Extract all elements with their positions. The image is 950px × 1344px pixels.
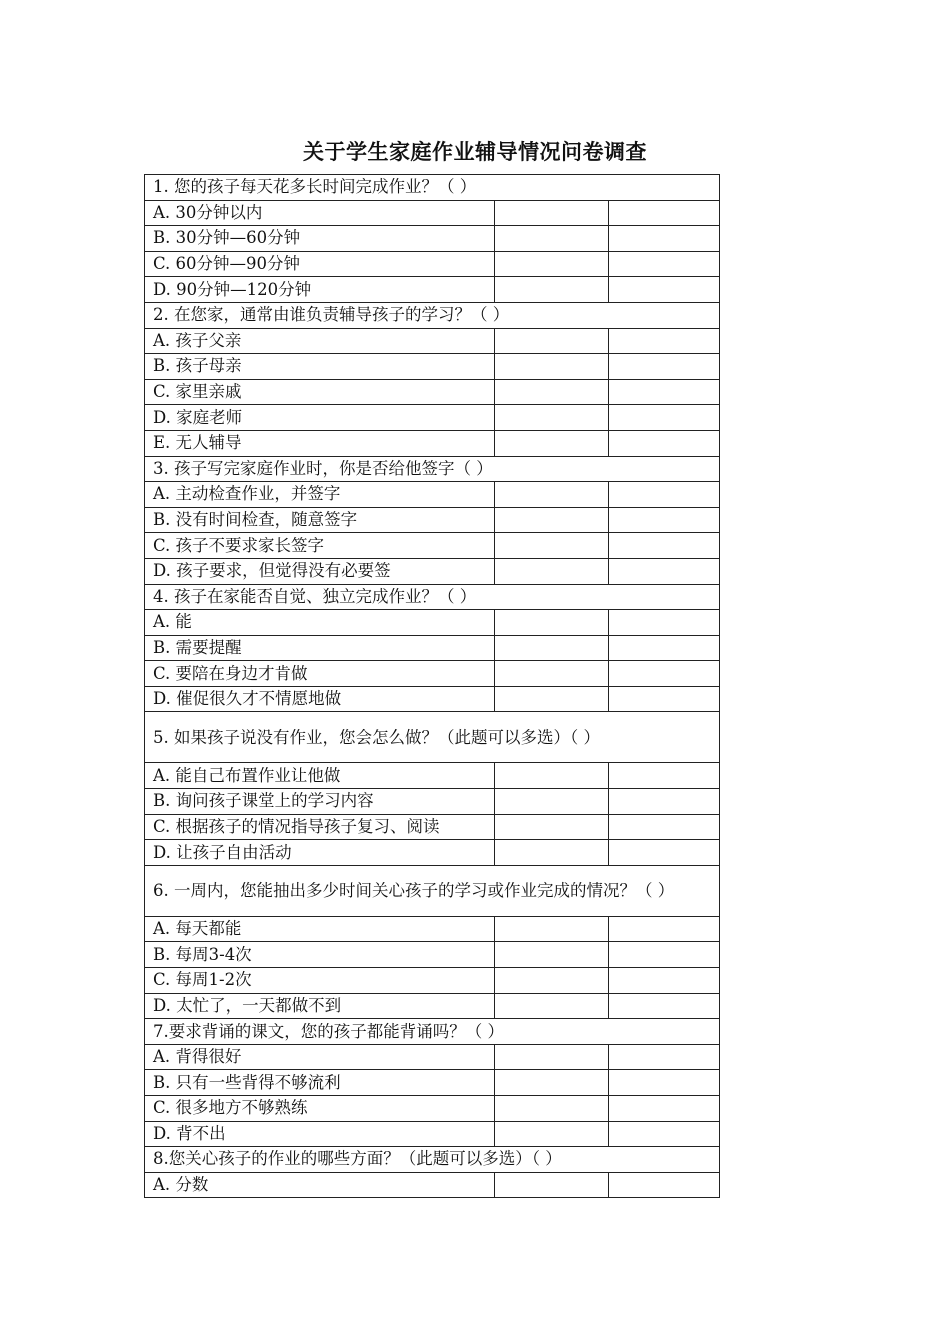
option-label: B. 需要提醒 <box>145 635 495 661</box>
option-label: C. 要陪在身边才肯做 <box>145 661 495 687</box>
answer-cell[interactable] <box>495 558 609 584</box>
page-title: 关于学生家庭作业辅导情况问卷调查 <box>303 140 647 164</box>
option-row <box>145 200 720 226</box>
question-row <box>145 865 720 916</box>
option-label: C. 很多地方不够熟练 <box>145 1096 495 1122</box>
question-row <box>145 302 720 328</box>
option-row <box>145 277 720 303</box>
option-label: A. 能 <box>145 610 495 636</box>
option-row <box>145 507 720 533</box>
answer-cell[interactable] <box>495 1096 609 1122</box>
answer-cell[interactable] <box>609 558 720 584</box>
answer-cell[interactable] <box>609 328 720 354</box>
answer-cell[interactable] <box>495 763 609 789</box>
option-label: B. 每周3-4次 <box>145 942 495 968</box>
answer-cell[interactable] <box>609 379 720 405</box>
option-label: D. 孩子要求，但觉得没有必要签 <box>145 558 495 584</box>
option-label: A. 30分钟以内 <box>145 200 495 226</box>
question-row <box>145 1147 720 1173</box>
option-row <box>145 533 720 559</box>
answer-cell[interactable] <box>609 1121 720 1147</box>
answer-cell[interactable] <box>609 942 720 968</box>
answer-cell[interactable] <box>495 635 609 661</box>
option-row <box>145 1172 720 1198</box>
option-row <box>145 789 720 815</box>
option-row <box>145 354 720 380</box>
answer-cell[interactable] <box>609 661 720 687</box>
option-row <box>145 968 720 994</box>
option-label: D. 背不出 <box>145 1121 495 1147</box>
answer-cell[interactable] <box>609 916 720 942</box>
answer-cell[interactable] <box>495 200 609 226</box>
option-label: A. 主动检查作业，并签字 <box>145 482 495 508</box>
question-row <box>145 584 720 610</box>
answer-cell[interactable] <box>609 405 720 431</box>
option-label: A. 能自己布置作业让他做 <box>145 763 495 789</box>
option-row <box>145 686 720 712</box>
answer-cell[interactable] <box>609 686 720 712</box>
answer-cell[interactable] <box>495 226 609 252</box>
option-row <box>145 558 720 584</box>
answer-cell[interactable] <box>609 993 720 1019</box>
answer-cell[interactable] <box>495 1044 609 1070</box>
answer-cell[interactable] <box>495 482 609 508</box>
answer-cell[interactable] <box>609 610 720 636</box>
option-row <box>145 635 720 661</box>
answer-cell[interactable] <box>495 533 609 559</box>
option-row <box>145 942 720 968</box>
answer-cell[interactable] <box>495 1070 609 1096</box>
answer-cell[interactable] <box>495 942 609 968</box>
option-label: D. 催促很久才不情愿地做 <box>145 686 495 712</box>
survey-table <box>144 174 720 1198</box>
option-label: E. 无人辅导 <box>145 430 495 456</box>
option-row <box>145 1121 720 1147</box>
question-5: 5. 如果孩子说没有作业，您会怎么做？（此题可以多选）（ ） <box>145 712 720 763</box>
answer-cell[interactable] <box>609 814 720 840</box>
answer-cell[interactable] <box>495 916 609 942</box>
question-3: 3. 孩子写完家庭作业时，你是否给他签字（ ） <box>145 456 720 482</box>
option-label: A. 每天都能 <box>145 916 495 942</box>
answer-cell[interactable] <box>495 993 609 1019</box>
answer-cell[interactable] <box>495 251 609 277</box>
question-4: 4. 孩子在家能否自觉、独立完成作业？（ ） <box>145 584 720 610</box>
question-2: 2. 在您家，通常由谁负责辅导孩子的学习？（ ） <box>145 302 720 328</box>
option-label: A. 分数 <box>145 1172 495 1198</box>
answer-cell[interactable] <box>495 405 609 431</box>
option-label: C. 家里亲戚 <box>145 379 495 405</box>
option-label: B. 孩子母亲 <box>145 354 495 380</box>
answer-cell[interactable] <box>609 482 720 508</box>
option-label: B. 询问孩子课堂上的学习内容 <box>145 789 495 815</box>
answer-cell[interactable] <box>495 610 609 636</box>
answer-cell[interactable] <box>495 1121 609 1147</box>
option-row <box>145 1096 720 1122</box>
answer-cell[interactable] <box>609 507 720 533</box>
question-row <box>145 175 720 201</box>
answer-cell[interactable] <box>609 1172 720 1198</box>
answer-cell[interactable] <box>609 1070 720 1096</box>
option-label: D. 90分钟—120分钟 <box>145 277 495 303</box>
option-label: B. 没有时间检查，随意签字 <box>145 507 495 533</box>
option-label: D. 家庭老师 <box>145 405 495 431</box>
question-1: 1. 您的孩子每天花多长时间完成作业？（ ） <box>145 175 720 201</box>
option-label: D. 太忙了，一天都做不到 <box>145 993 495 1019</box>
question-row <box>145 712 720 763</box>
answer-cell[interactable] <box>495 1172 609 1198</box>
answer-cell[interactable] <box>495 840 609 866</box>
answer-cell[interactable] <box>495 968 609 994</box>
answer-cell[interactable] <box>609 430 720 456</box>
option-row <box>145 328 720 354</box>
answer-cell[interactable] <box>495 686 609 712</box>
option-row <box>145 1044 720 1070</box>
option-row <box>145 814 720 840</box>
answer-cell[interactable] <box>609 763 720 789</box>
question-6: 6. 一周内，您能抽出多少时间关心孩子的学习或作业完成的情况？（ ） <box>145 865 720 916</box>
option-row <box>145 405 720 431</box>
answer-cell[interactable] <box>609 968 720 994</box>
answer-cell[interactable] <box>609 789 720 815</box>
answer-cell[interactable] <box>495 661 609 687</box>
option-row <box>145 610 720 636</box>
option-label: C. 孩子不要求家长签字 <box>145 533 495 559</box>
answer-cell[interactable] <box>609 200 720 226</box>
answer-cell[interactable] <box>609 635 720 661</box>
question-row <box>145 1019 720 1045</box>
option-row <box>145 1070 720 1096</box>
answer-cell[interactable] <box>609 1096 720 1122</box>
answer-cell[interactable] <box>609 533 720 559</box>
answer-cell[interactable] <box>495 354 609 380</box>
option-row <box>145 993 720 1019</box>
option-label: B. 只有一些背得不够流利 <box>145 1070 495 1096</box>
option-label: D. 让孩子自由活动 <box>145 840 495 866</box>
option-row <box>145 840 720 866</box>
option-label: A. 背得很好 <box>145 1044 495 1070</box>
answer-cell[interactable] <box>495 507 609 533</box>
answer-cell[interactable] <box>495 328 609 354</box>
option-row <box>145 251 720 277</box>
answer-cell[interactable] <box>495 789 609 815</box>
option-label: C. 根据孩子的情况指导孩子复习、阅读 <box>145 814 495 840</box>
option-row <box>145 763 720 789</box>
answer-cell[interactable] <box>609 840 720 866</box>
answer-cell[interactable] <box>609 251 720 277</box>
answer-cell[interactable] <box>609 1044 720 1070</box>
answer-cell[interactable] <box>495 277 609 303</box>
option-row <box>145 430 720 456</box>
option-row <box>145 661 720 687</box>
option-row <box>145 226 720 252</box>
option-label: B. 30分钟—60分钟 <box>145 226 495 252</box>
option-row <box>145 482 720 508</box>
answer-cell[interactable] <box>609 277 720 303</box>
answer-cell[interactable] <box>609 354 720 380</box>
option-row <box>145 379 720 405</box>
question-row <box>145 456 720 482</box>
answer-cell[interactable] <box>609 226 720 252</box>
option-label: A. 孩子父亲 <box>145 328 495 354</box>
question-8: 8.您关心孩子的作业的哪些方面？（此题可以多选）（ ） <box>145 1147 720 1173</box>
option-row <box>145 916 720 942</box>
question-7: 7.要求背诵的课文，您的孩子都能背诵吗？（ ） <box>145 1019 720 1045</box>
answer-cell[interactable] <box>495 379 609 405</box>
answer-cell[interactable] <box>495 814 609 840</box>
answer-cell[interactable] <box>495 430 609 456</box>
option-label: C. 60分钟—90分钟 <box>145 251 495 277</box>
option-label: C. 每周1-2次 <box>145 968 495 994</box>
